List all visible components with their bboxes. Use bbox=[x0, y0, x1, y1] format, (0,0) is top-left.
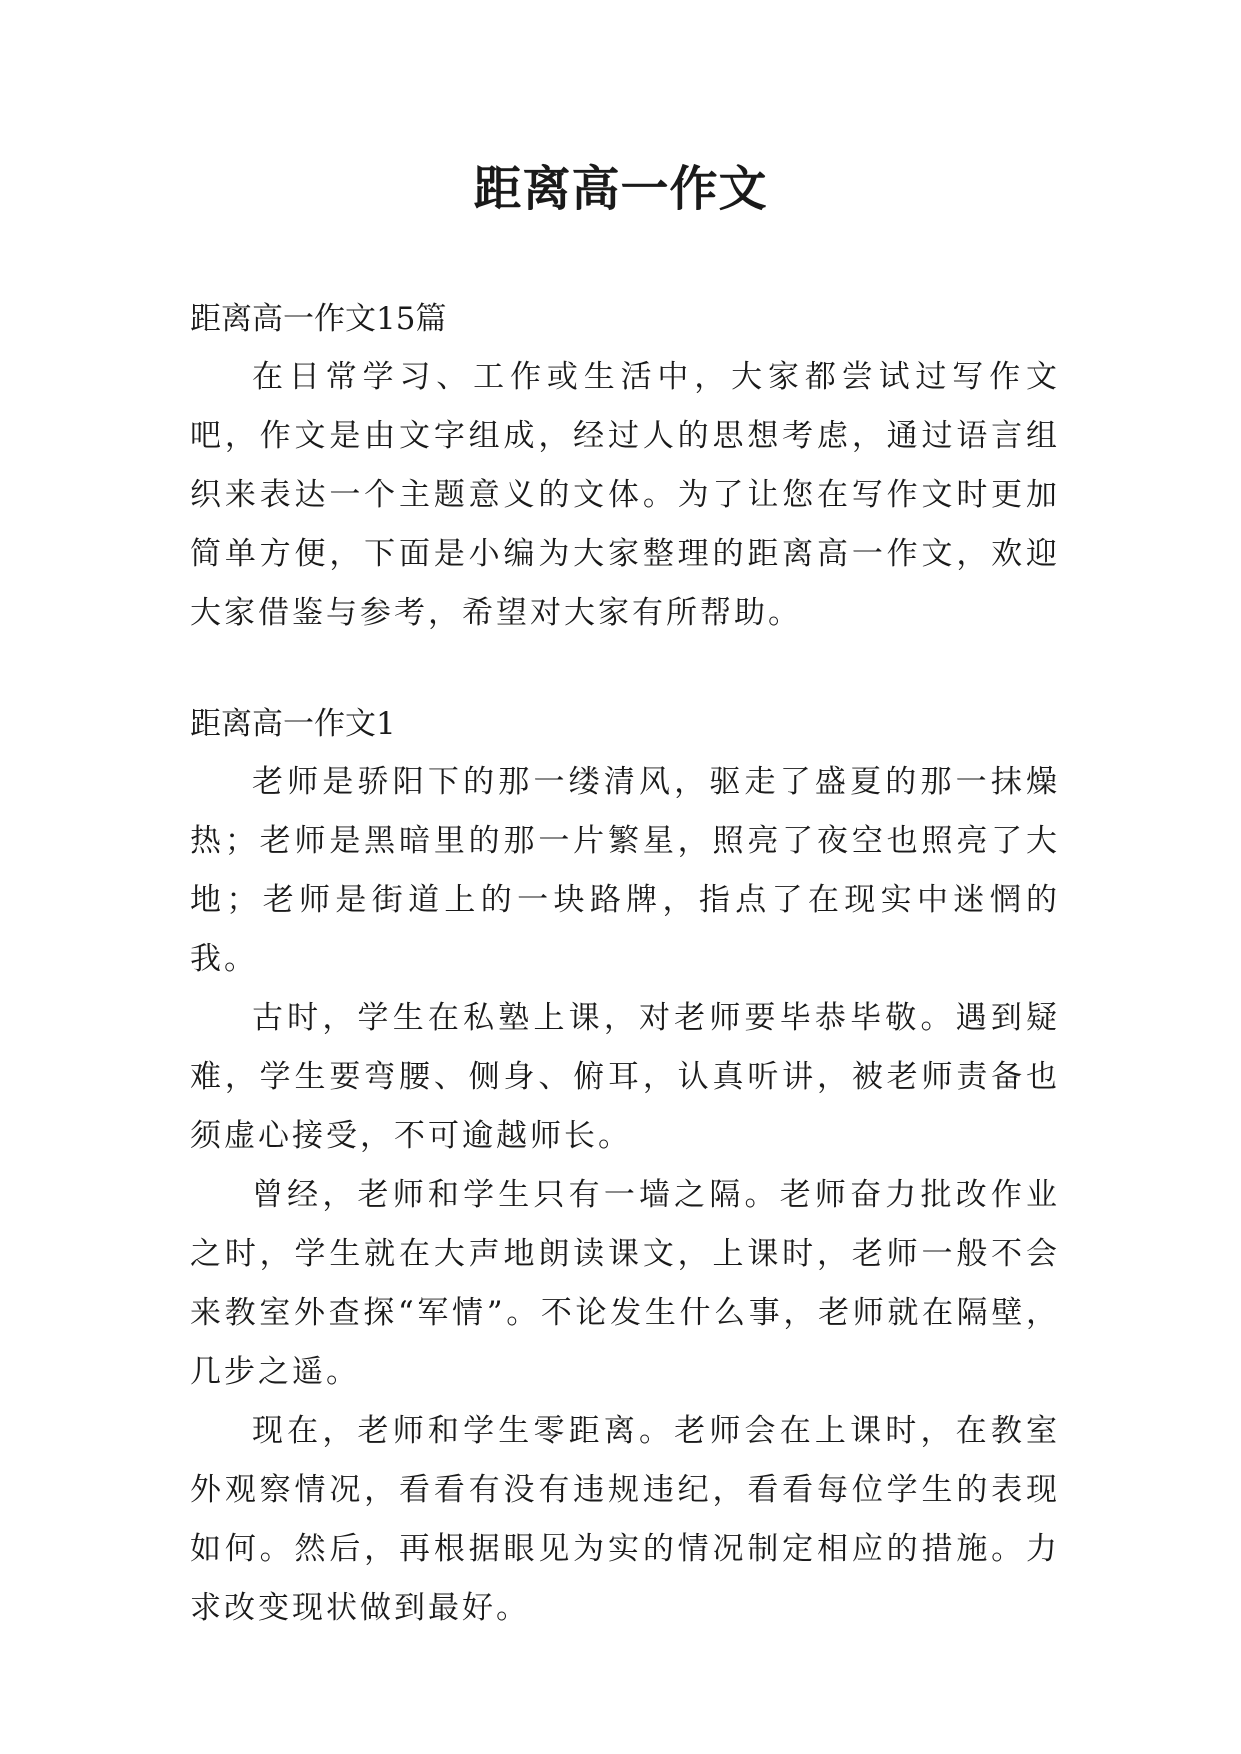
intro-paragraph: 在日常学习、工作或生活中，大家都尝试过写作文吧，作文是由文字组成，经过人的思想考虑，通过语言组织来表达一个主题意义的文体。为了让您在写作文时更加简单方便，下面是小编为大家整理的距离高一作文，欢迎大家借鉴与参考，希望对大家有所帮助。 bbox=[190, 359, 1060, 631]
essay-paragraph: 现在，老师和学生零距离。老师会在上课时，在教室外观察情况，看看有没有违规违纪，看看每位学生的表现如何。然后，再根据眼见为实的情况制定相应的措施。力求改变现状做到最好。 bbox=[190, 1413, 1060, 1626]
document-body bbox=[190, 290, 1060, 1638]
section-spacer bbox=[190, 643, 1060, 695]
essay-paragraph: 曾经，老师和学生只有一墙之隔。老师奋力批改作业之时，学生就在大声地朗读课文，上课时，老师一般不会来教室外查探“军情”。不论发生什么事，老师就在隔壁，几步之遥。 bbox=[190, 1177, 1060, 1390]
document-title: 距离高一作文 bbox=[473, 161, 768, 217]
intro-heading: 距离高一作文15篇 bbox=[190, 301, 447, 337]
essay-heading: 距离高一作文1 bbox=[190, 706, 396, 742]
essay-paragraph: 古时，学生在私塾上课，对老师要毕恭毕敬。遇到疑难，学生要弯腰、侧身、俯耳，认真听讲，被老师责备也须虚心接受，不可逾越师长。 bbox=[190, 1000, 1060, 1154]
essay-paragraph: 老师是骄阳下的那一缕清风，驱走了盛夏的那一抹燥热；老师是黑暗里的那一片繁星，照亮了夜空也照亮了大地；老师是街道上的一块路牌，指点了在现实中迷惘的我。 bbox=[190, 764, 1060, 977]
